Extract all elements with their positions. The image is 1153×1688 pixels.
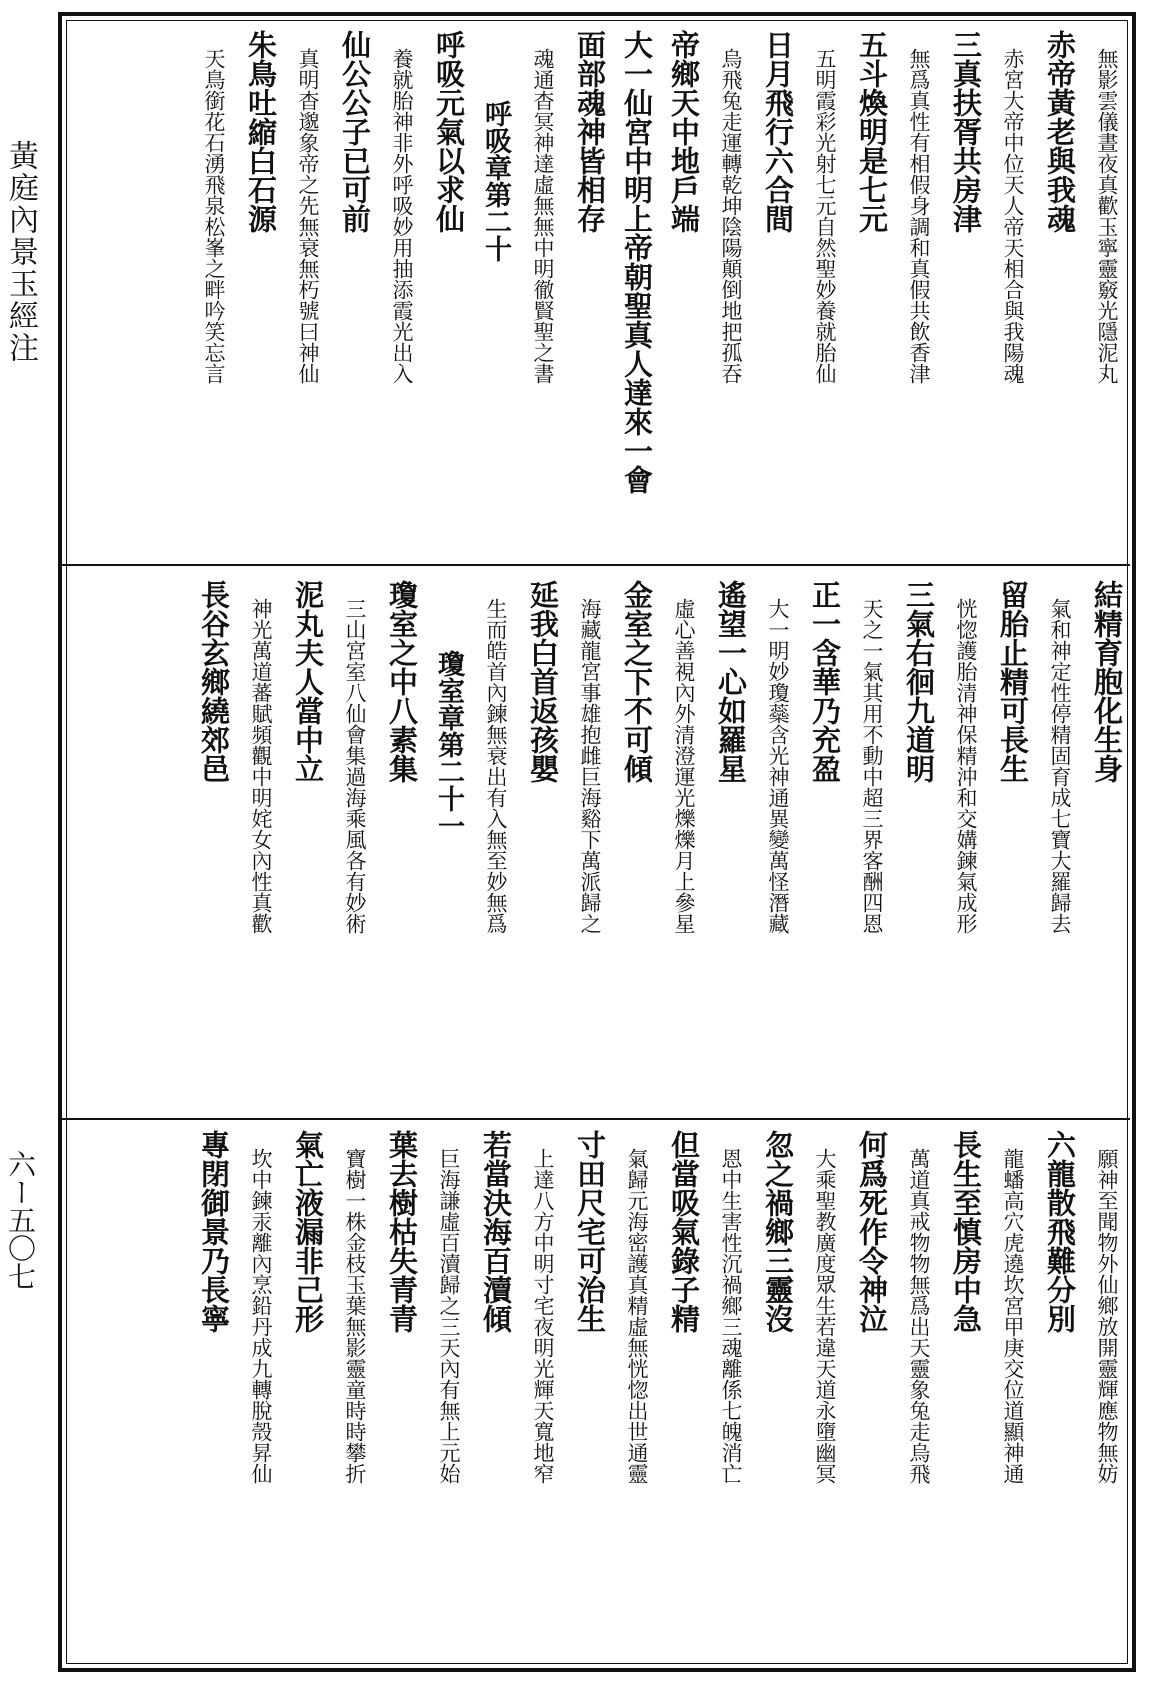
commentary-column: 天鳥銜花石湧飛泉松峯之畔吟笑忘言 (202, 48, 226, 384)
verse-column: 寸田尺宅可治生 (573, 1130, 607, 1333)
verse-column: 留胎止精可長生 (996, 580, 1030, 783)
commentary-column: 上達八方中明寸宅夜明光輝天寬地窄 (531, 1148, 555, 1484)
verse-column: 結精育胞化生身 (1090, 580, 1124, 783)
commentary-column: 巨海謙虛百瀆歸之三天內有無上元始 (437, 1148, 461, 1484)
verse-column: 帝鄉天中地戶端 (667, 30, 701, 233)
commentary-column: 氣歸元海密護真精虛無恍惚出世通靈 (625, 1148, 649, 1484)
commentary-column: 赤宮大帝中位天人帝天相合與我陽魂 (1001, 48, 1025, 384)
commentary-column: 無影雲儀晝夜真歡玉寧靈竅光隱泥丸 (1095, 48, 1119, 384)
commentary-column: 願神至聞物外仙鄉放開靈輝應物無妨 (1095, 1148, 1119, 1484)
verse-column: 大一仙宮中明上帝朝聖真人達來一會 (620, 30, 654, 494)
verse-column: 長谷玄鄉繞郊邑 (197, 580, 231, 783)
commentary-column: 天之一氣其用不動中超三界客酬四恩 (860, 598, 884, 934)
commentary-column: 恍惚護胎清神保精沖和交媾鍊氣成形 (954, 598, 978, 934)
section-middle (70, 580, 1130, 1110)
verse-column: 長生至慎房中急 (949, 1130, 983, 1333)
chapter-heading: 瓊室章第二十一 (433, 650, 464, 839)
commentary-column: 三山宮室八仙會集過海乘風各有妙術 (343, 598, 367, 934)
commentary-column: 海藏龍宮事雄抱雌巨海谿下萬派歸之 (578, 598, 602, 934)
verse-column: 但當吸氣錄子精 (667, 1130, 701, 1333)
verse-column: 葉去樹枯失青青 (385, 1130, 419, 1333)
commentary-column: 虛心善視內外清澄運光爍爍月上參星 (672, 598, 696, 934)
commentary-column: 坎中鍊汞離內烹鉛丹成九轉脫殼昇仙 (249, 1148, 273, 1484)
verse-column: 延我白首返孩嬰 (526, 580, 560, 783)
section-divider (62, 564, 1130, 566)
section-upper (70, 30, 1130, 560)
verse-column: 何爲死作令神泣 (855, 1130, 889, 1333)
verse-column: 金室之下不可傾 (620, 580, 654, 783)
commentary-column: 龍蟠高穴虎遶坎宮甲庚交位道顯神通 (1001, 1148, 1025, 1484)
verse-column: 朱鳥吐縮白石源 (244, 30, 278, 233)
page-number: 六ー五〇七 (4, 1150, 37, 1290)
commentary-column: 大乘聖教廣度眾生若違天道永墮幽冥 (813, 1148, 837, 1484)
verse-column: 面部魂神皆相存 (573, 30, 607, 233)
verse-column: 呼吸元氣以求仙 (432, 30, 466, 233)
commentary-column: 神光萬道蕃賦頻觀中明姹女內性真歡 (249, 598, 273, 934)
commentary-column: 大一明妙瓊蘂含光神通異變萬怪潛藏 (766, 598, 790, 934)
verse-column: 泥丸夫人當中立 (291, 580, 325, 783)
commentary-column: 萬道真戒物物無爲出天靈象兔走烏飛 (907, 1148, 931, 1484)
verse-column: 三真扶胥共房津 (949, 30, 983, 233)
verse-column: 若當決海百瀆傾 (479, 1130, 513, 1333)
chapter-heading: 呼吸章第二十 (480, 100, 511, 262)
text-columns (70, 1130, 1130, 1660)
commentary-column: 生而皓首內鍊無衰出有入無至妙無爲 (484, 598, 508, 934)
verse-column: 氣亡液漏非己形 (291, 1130, 325, 1333)
verse-column: 瓊室之中八素集 (385, 580, 419, 783)
commentary-column: 恩中生害性沉禍鄉三魂離係七魄消亡 (719, 1148, 743, 1484)
commentary-column: 魂通杳冥神達虛無無中明徹賢聖之書 (531, 48, 555, 384)
verse-column: 仙公公子已可前 (338, 30, 372, 233)
verse-column: 赤帝黃老與我魂 (1043, 30, 1077, 233)
verse-column: 忽之禍鄉三靈沒 (761, 1130, 795, 1333)
commentary-column: 五明霞彩光射七元自然聖妙養就胎仙 (813, 48, 837, 384)
verse-column: 遙望一心如羅星 (714, 580, 748, 783)
commentary-column: 寶樹一株金枝玉葉無影靈童時時攀折 (343, 1148, 367, 1484)
commentary-column: 烏飛兔走運轉乾坤陰陽顛倒地把孤吞 (719, 48, 743, 384)
commentary-column: 無爲真性有相假身調和真假共飲香津 (907, 48, 931, 384)
verse-column: 三氣右徊九道明 (902, 580, 936, 783)
commentary-column: 氣和神定性停精固育成七寶大羅歸去 (1048, 598, 1072, 934)
text-columns (70, 580, 1130, 1110)
text-columns (70, 30, 1130, 560)
verse-column: 六龍散飛難分別 (1043, 1130, 1077, 1333)
section-divider (62, 1118, 1130, 1120)
section-lower (70, 1130, 1130, 1660)
verse-column: 專閉御景乃長寧 (197, 1130, 231, 1333)
commentary-column: 養就胎神非外呼吸妙用抽添霞光出入 (390, 48, 414, 384)
verse-column: 正一含華乃充盈 (808, 580, 842, 783)
verse-column: 五斗煥明是七元 (855, 30, 889, 233)
verse-column: 日月飛行六合間 (761, 30, 795, 233)
commentary-column: 真明杳邈象帝之先無衰無朽號曰神仙 (296, 48, 320, 384)
book-title: 黃庭內景玉經注 (3, 140, 38, 364)
